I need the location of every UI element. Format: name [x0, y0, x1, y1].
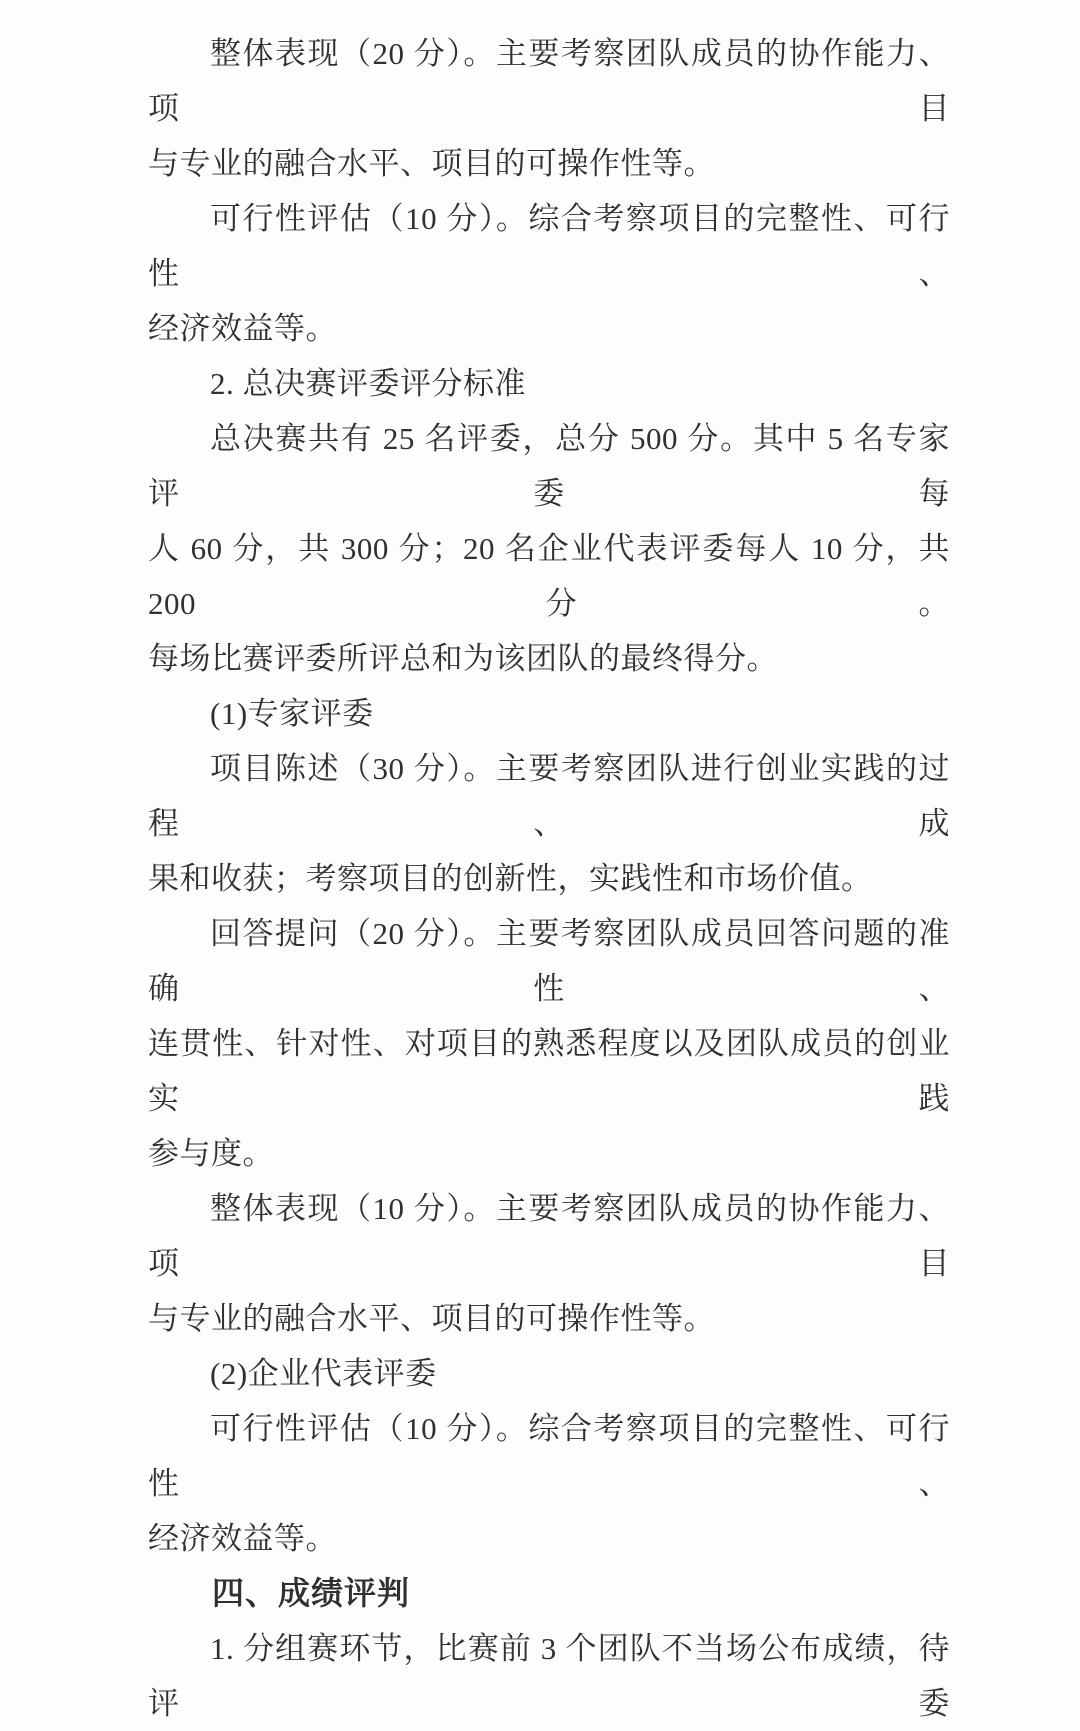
paragraph-overall-performance-10	[148, 1181, 950, 1346]
paragraph-finals-judges-overview	[148, 411, 950, 686]
text-line: 果和收获；考察项目的创新性，实践性和市场价值。	[148, 861, 873, 896]
paragraph-question-answering-20	[148, 906, 950, 1181]
text-line: 可行性评估（10 分）。综合考察项目的完整性、可行性、	[148, 1411, 950, 1501]
paragraph-feasibility-10	[148, 191, 950, 356]
text-line: 1. 分组赛环节，比赛前 3 个团队不当场公布成绩，待评委	[148, 1631, 950, 1721]
text-line: 整体表现（20 分）。主要考察团队成员的协作能力、项目	[148, 36, 950, 126]
text-line: 四、成绩评判	[212, 1575, 411, 1611]
text-line: 人 60 分，共 300 分；20 名企业代表评委每人 10 分，共 200 分。	[148, 531, 950, 621]
list-label-expert-judges	[148, 686, 950, 741]
text-line: 经济效益等。	[148, 1521, 337, 1556]
text-line: 项目陈述（30 分）。主要考察团队进行创业实践的过程、成	[148, 751, 950, 841]
text-line: 每场比赛评委所评总和为该团队的最终得分。	[148, 641, 778, 676]
text-line: 可行性评估（10 分）。综合考察项目的完整性、可行性、	[148, 201, 950, 291]
text-line: 回答提问（20 分）。主要考察团队成员回答问题的准确性、	[148, 916, 950, 1006]
paragraph-feasibility-10-enterprise	[148, 1401, 950, 1566]
text-line: 经济效益等。	[148, 311, 337, 346]
text-line: 总决赛共有 25 名评委，总分 500 分。其中 5 名专家评委每	[148, 421, 950, 511]
text-line: (1)专家评委	[210, 696, 374, 731]
paragraph-project-presentation-30	[148, 741, 950, 906]
section-heading-score-evaluation	[148, 1566, 950, 1621]
text-line: 与专业的融合水平、项目的可操作性等。	[148, 1301, 715, 1336]
text-line: 2. 总决赛评委评分标准	[210, 366, 526, 401]
paragraph-overall-performance-20	[148, 26, 950, 191]
text-line: 连贯性、针对性、对项目的熟悉程度以及团队成员的创业实践	[148, 1026, 950, 1116]
list-label-enterprise-representative-judges	[148, 1346, 950, 1401]
paragraph-group-stage-results	[148, 1621, 950, 1731]
text-line: 参与度。	[148, 1136, 274, 1171]
text-line: (2)企业代表评委	[210, 1356, 437, 1391]
subheading-finals-judging-criteria	[148, 356, 950, 411]
text-line: 与专业的融合水平、项目的可操作性等。	[148, 146, 715, 181]
text-line: 整体表现（10 分）。主要考察团队成员的协作能力、项目	[148, 1191, 950, 1281]
